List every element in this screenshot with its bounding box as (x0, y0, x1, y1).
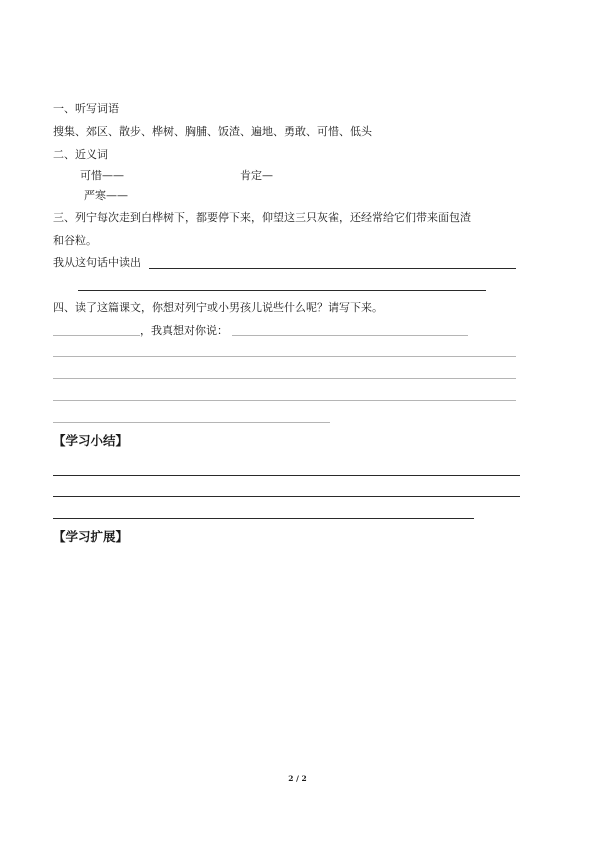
summary-line[interactable] (53, 518, 474, 519)
dictation-words: 搜集、郊区、散步、桦树、胸脯、饭渣、遍地、勇敢、可惜、低头 (53, 125, 372, 138)
synonym-item-2: 肯定— (240, 169, 273, 182)
page-number: 2 / 2 (288, 774, 307, 783)
answer-line[interactable] (149, 268, 516, 269)
answer-line[interactable] (78, 290, 486, 291)
extension-heading: 【学习扩展】 (53, 529, 129, 544)
section3-prompt: 我从这句话中读出 (53, 256, 141, 269)
summary-line[interactable] (53, 496, 520, 497)
name-blank-line[interactable] (53, 335, 140, 336)
section3-line-1: 三、列宁每次走到白桦树下，都要停下来，仰望这三只灰雀，还经常给它们带来面包渣 (53, 211, 471, 224)
answer-line[interactable] (53, 422, 330, 423)
answer-line[interactable] (232, 335, 468, 336)
section1-heading: 一、听写词语 (53, 102, 119, 115)
synonym-item-3: 严寒—— (84, 189, 128, 202)
section3-line-2: 和谷粒。 (53, 234, 97, 247)
answer-line[interactable] (53, 356, 516, 357)
section4-prompt: ，我真想对你说： (140, 324, 228, 337)
summary-heading: 【学习小结】 (53, 433, 129, 448)
answer-line[interactable] (53, 400, 516, 401)
section2-heading: 二、近义词 (53, 148, 108, 161)
synonym-item-1: 可惜—— (80, 169, 124, 182)
section4-heading: 四、读了这篇课文，你想对列宁或小男孩儿说些什么呢？请写下来。 (53, 301, 383, 314)
answer-line[interactable] (53, 378, 516, 379)
summary-line[interactable] (53, 475, 520, 476)
